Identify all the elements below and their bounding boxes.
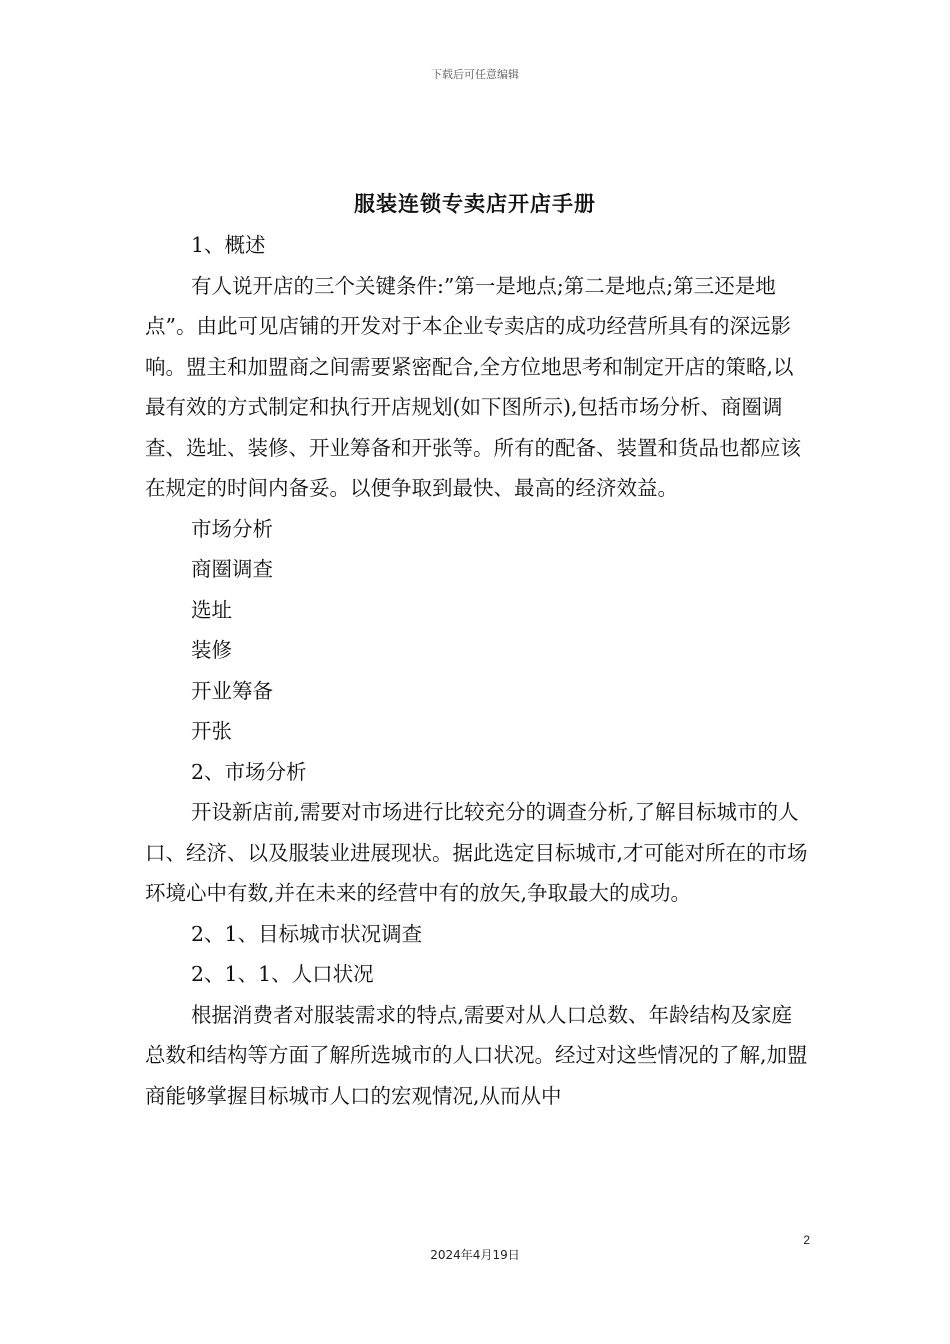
flow-steps-list xyxy=(145,509,810,752)
header-note: 下载后可任意编辑 xyxy=(431,68,519,81)
flow-step: 选址 xyxy=(191,597,232,622)
paragraph-market-analysis: 开设新店前,需要对市场进行比较充分的调查分析,了解目标城市的人口、经济、以及服装业进展现状。据此选定目标城市,才可能对所在的市场环境心中有数,并在未来的经营中有的放矢,争取最大的成功。 xyxy=(145,800,808,905)
flow-step: 商圈调查 xyxy=(191,557,273,581)
page-number: 2 xyxy=(803,1233,810,1247)
flow-step: 开张 xyxy=(191,719,232,743)
section-heading-market-analysis: 2、市场分析 xyxy=(191,759,307,784)
section-heading-overview: 1、概述 xyxy=(191,233,266,257)
subsection-heading-population: 2、1、1、人口状况 xyxy=(191,962,374,986)
flow-step: 市场分析 xyxy=(191,516,273,541)
document-title: 服装连锁专卖店开店手册 xyxy=(354,192,596,216)
document-body xyxy=(145,225,810,1116)
subsection-heading-city-survey: 2、1、目标城市状况调查 xyxy=(191,921,423,946)
flow-step: 装修 xyxy=(191,638,232,662)
paragraph-population: 根据消费者对服装需求的特点,需要对从人口总数、年龄结构及家庭总数和结构等方面了解所选城市的人口状况。经过对这些情况的了解,加盟商能够掌握目标城市人口的宏观情况,从而从中 xyxy=(145,1002,808,1108)
paragraph-overview: 有人说开店的三个关键条件:”第一是地点;第二是地点;第三还是地点”。由此可见店铺的开发对于本企业专卖店的成功经营所具有的深远影响。盟主和加盟商之间需要紧密配合,全方位地思考和制定开店的策略,以最有效的方式制定和执行开店规划(如下图所示),包括市场分析、商圈调查、选址、装修、开业筹备和开张等。所有的配备、装置和货品也都应该在规定的时间内备妥。以便争取到最快、最高的经济效益。 xyxy=(145,273,801,500)
footer-date: 2024年4月19日 xyxy=(430,1248,520,1262)
flow-step: 开业筹备 xyxy=(191,678,273,703)
